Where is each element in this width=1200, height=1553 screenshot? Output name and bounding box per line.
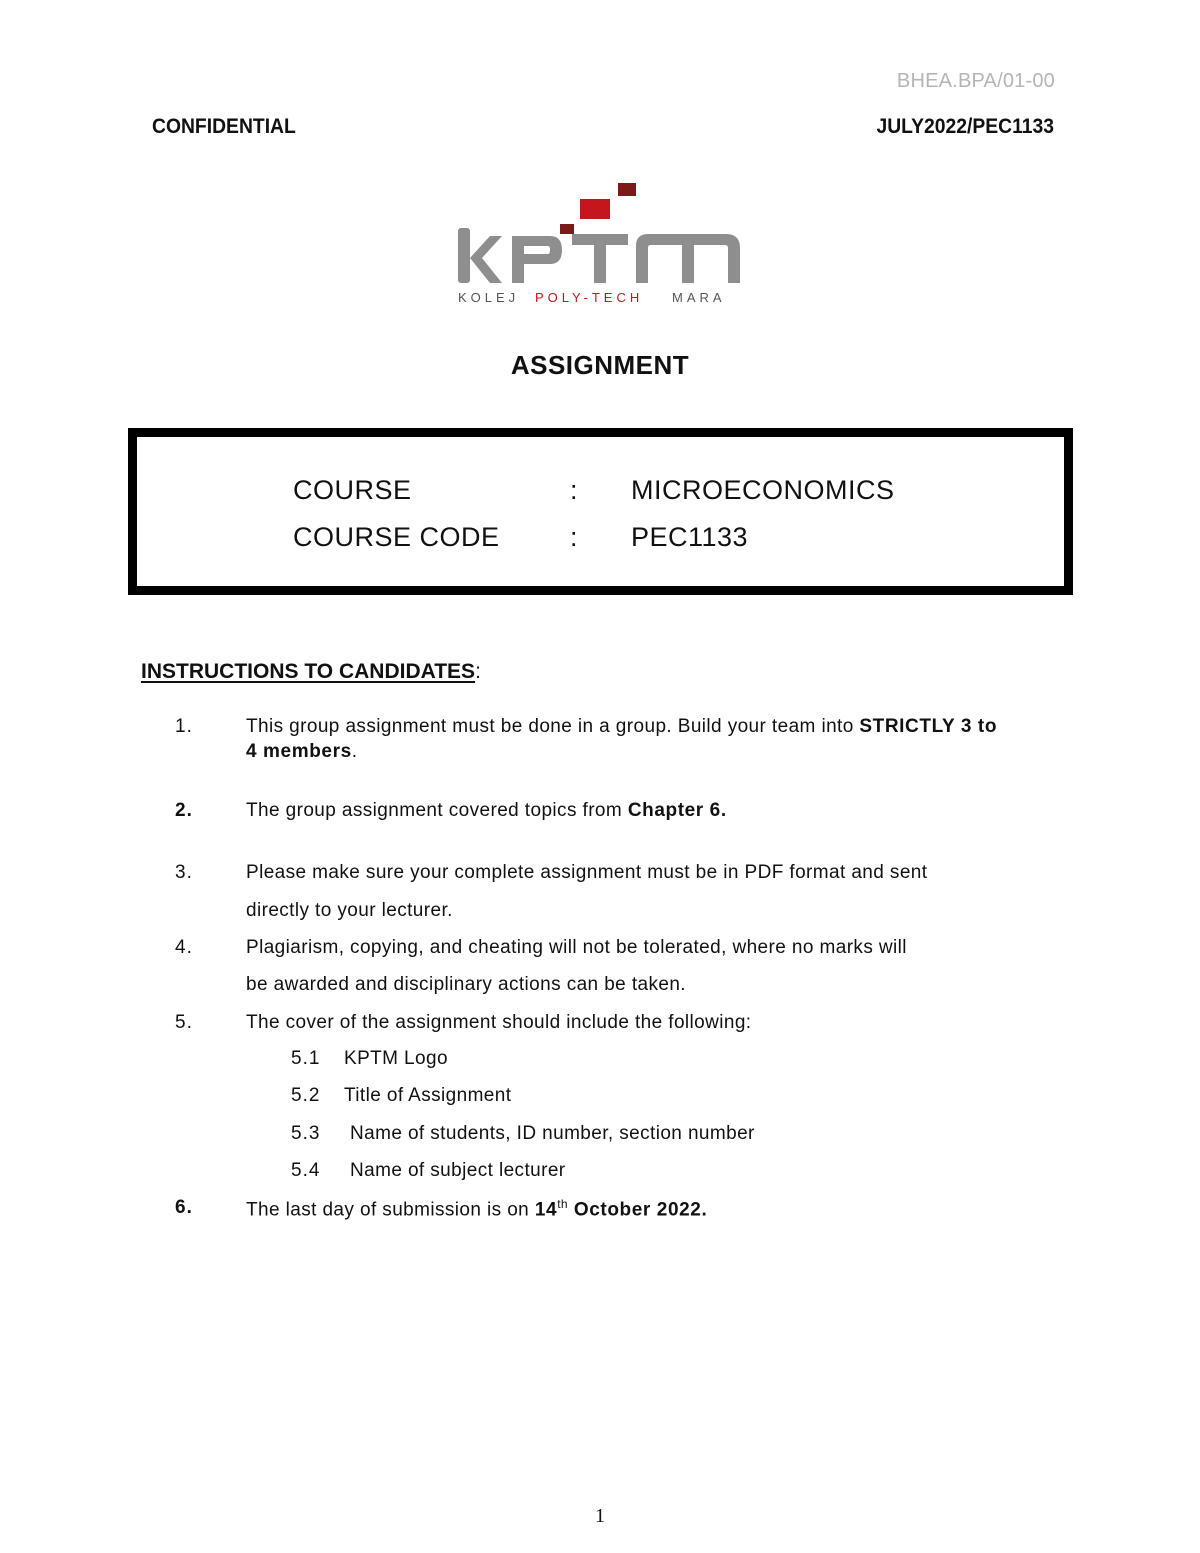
instruction-4-line2: be awarded and disciplinary actions can be taken. (246, 974, 686, 995)
instruction-1-text: This group assignment must be done in a group. Build your team into (246, 716, 860, 737)
instruction-2-text: The group assignment covered topics from (246, 800, 628, 821)
instruction-1-line2 (246, 741, 357, 763)
instruction-1-strict: STRICTLY 3 to (859, 716, 998, 737)
instruction-6-day: 14 (534, 1199, 558, 1221)
sub-item-number-5-4: 5.4 (291, 1160, 321, 1181)
instruction-number-6: 6. (175, 1197, 193, 1218)
instruction-1-members: 4 members (246, 741, 352, 762)
course-value: MICROECONOMICS (631, 475, 895, 505)
instruction-6-line (246, 1197, 707, 1221)
sub-item-text-5-1: KPTM Logo (344, 1048, 448, 1069)
exam-code: JULY2022/PEC1133 (876, 115, 1054, 138)
instruction-2-line (246, 800, 727, 822)
page-number: 1 (595, 1505, 605, 1527)
logo-square-dark (618, 183, 636, 196)
kptm-logo-graphic (450, 178, 750, 308)
document-reference: BHEA.BPA/01-00 (896, 70, 1055, 92)
instructions-heading-text: INSTRUCTIONS TO CANDIDATES (141, 660, 476, 683)
logo-m (636, 234, 740, 283)
logo-k-arms (470, 236, 502, 283)
logo-k-stem (458, 228, 470, 283)
course-code-value: PEC1133 (631, 522, 749, 552)
instruction-5-text: The cover of the assignment should include the following: (246, 1012, 752, 1033)
instruction-1-period: . (351, 741, 358, 762)
sub-item-text-5-2: Title of Assignment (344, 1085, 512, 1106)
sub-item-number-5-2: 5.2 (291, 1085, 321, 1106)
instruction-number-3: 3. (175, 862, 193, 883)
instruction-number-2: 2. (175, 800, 193, 821)
logo-tagline-mara: MARA (672, 290, 726, 305)
kptm-logo (450, 178, 750, 308)
instruction-6-date: October 2022. (568, 1199, 708, 1221)
course-info-box (128, 428, 1073, 595)
sub-item-number-5-1: 5.1 (291, 1048, 321, 1069)
logo-square-red (580, 199, 610, 219)
instruction-number-1: 1. (175, 716, 193, 737)
course-label: COURSE (293, 475, 412, 505)
instruction-1-line1 (246, 716, 997, 738)
instruction-3-line1: Please make sure your complete assignment must be in PDF format and sent (246, 862, 928, 883)
instruction-3-line2: directly to your lecturer. (246, 900, 453, 921)
logo-tagline-polytech: POLY-TECH (535, 290, 644, 305)
instructions-heading (141, 660, 481, 684)
course-code-label: COURSE CODE (293, 522, 500, 552)
sub-item-text-5-3: Name of students, ID number, section number (350, 1123, 755, 1144)
instruction-number-5: 5. (175, 1012, 193, 1033)
page-title: ASSIGNMENT (510, 350, 690, 380)
instruction-2-chapter: Chapter 6. (627, 800, 727, 821)
logo-square-small (560, 224, 574, 234)
sub-item-number-5-3: 5.3 (291, 1123, 321, 1144)
instruction-6-suffix: th (557, 1197, 568, 1211)
instruction-6-text: The last day of submission is on (246, 1199, 535, 1221)
instruction-number-4: 4. (175, 937, 193, 958)
confidential-label: CONFIDENTIAL (152, 115, 296, 138)
instruction-4-line1: Plagiarism, copying, and cheating will not be tolerated, where no marks will (246, 937, 907, 958)
course-separator: : (570, 475, 579, 505)
logo-p (512, 236, 562, 283)
instructions-heading-colon: : (475, 660, 481, 683)
sub-item-text-5-4: Name of subject lecturer (350, 1160, 566, 1181)
course-code-separator: : (570, 522, 579, 552)
logo-tagline-kolej: KOLEJ (458, 290, 520, 305)
logo-t-stem (594, 234, 606, 283)
